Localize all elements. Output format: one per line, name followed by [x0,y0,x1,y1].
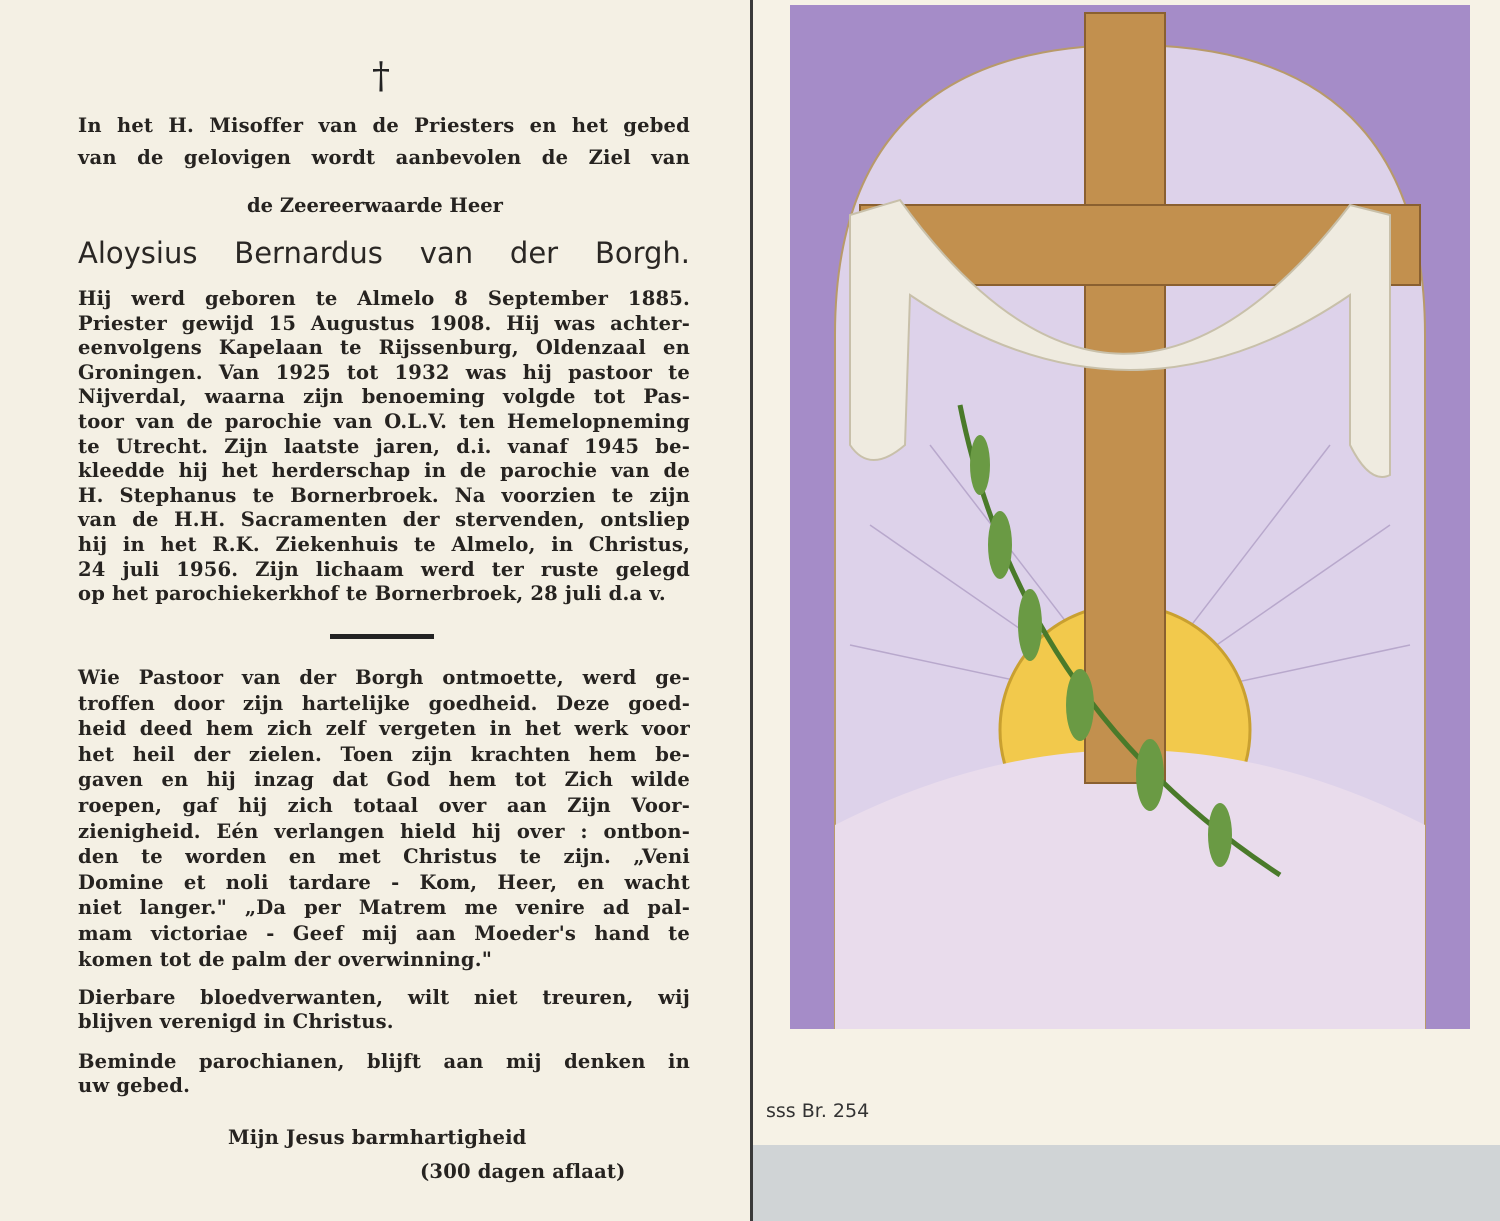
cross-vertical [1085,13,1165,783]
text-line: uw gebed. [78,1074,191,1097]
text-line: kleedde hij het herderschap in de parochie van de [78,459,690,483]
text-line: van de H.H. Sacramenten der stervenden, ontsliep [78,508,690,532]
text-line: Hij werd geboren te Almelo 8 September 1885. [78,287,690,310]
text-line: te Utrecht. Zijn laatste jaren, d.i. vanaf 1945 be- [78,434,690,458]
indulgence: (300 dagen aflaat) [420,1160,626,1183]
text-line: H. Stephanus te Bornerbroek. Na voorzien te zijn [78,483,690,507]
text-line: Beminde parochianen, blijft aan mij denken in [78,1050,690,1073]
text-line: Dierbare bloedverwanten, wilt niet treuren, wij [78,986,690,1009]
hill [835,750,1425,1029]
print-code: sss Br. 254 [766,1100,870,1122]
text-line: zienigheid. Eén verlangen hield hij over : ontbon- [78,819,690,843]
divider [330,634,434,639]
text-line: op het parochiekerkhof te Bornerbroek, 28 juli d.a v. [78,582,666,606]
text-line: Wie Pastoor van der Borgh ontmoette, werd ge- [78,666,690,689]
prayer: Mijn Jesus barmhartigheid [228,1126,527,1149]
text-line: blijven verenigd in Christus. [78,1010,394,1033]
text-line: het heil der zielen. Toen zijn krachten hem be- [78,742,690,766]
intro-line: van de gelovigen wordt aanbevolen de Ziel van [78,146,690,169]
text-line: hij in het R.K. Ziekenhuis te Almelo, in Christus, [78,533,690,556]
deceased-name: Aloysius Bernardus van der Borgh. [78,236,690,270]
intro-line: In het H. Misoffer van de Priesters en het gebed [78,114,690,137]
text-line: den te worden en met Christus te zijn. „Veni [78,845,690,869]
honorific: de Zeereerwaarde Heer [247,194,503,217]
text-line: gaven en hij inzag dat God hem tot Zich wilde [78,768,690,792]
text-line: 24 juli 1956. Zijn lichaam werd ter ruste gelegd [78,557,690,581]
text-line: heid deed hem zich zelf vergeten in het werk voor [78,717,690,741]
text-line: troffen door zijn hartelijke goedheid. Deze goed- [78,691,690,715]
text-line: mam victoriae - Geef mij aan Moeder's hand te [78,922,690,945]
cross-icon: † [372,56,390,97]
text-line: niet langer." „Da per Matrem me venire ad pal- [78,896,690,920]
cross-illustration [790,5,1470,1029]
text-line: Groningen. Van 1925 tot 1932 was hij pastoor te [78,360,690,384]
text-line: eenvolgens Kapelaan te Rijssenburg, Oldenzaal en [78,336,690,360]
text-line: toor van de parochie van O.L.V. ten Hemelopneming [78,410,690,433]
text-line: roepen, gaf hij zich totaal over aan Zijn Voor- [78,794,690,817]
text-line: Domine et noli tardare - Kom, Heer, en wacht [78,870,690,894]
text-line: Priester gewijd 15 Augustus 1908. Hij was achter- [78,311,690,335]
text-line: Nijverdal, waarna zijn benoeming volgde tot Pas- [78,385,690,409]
text-line: komen tot de palm der overwinning." [78,947,493,971]
